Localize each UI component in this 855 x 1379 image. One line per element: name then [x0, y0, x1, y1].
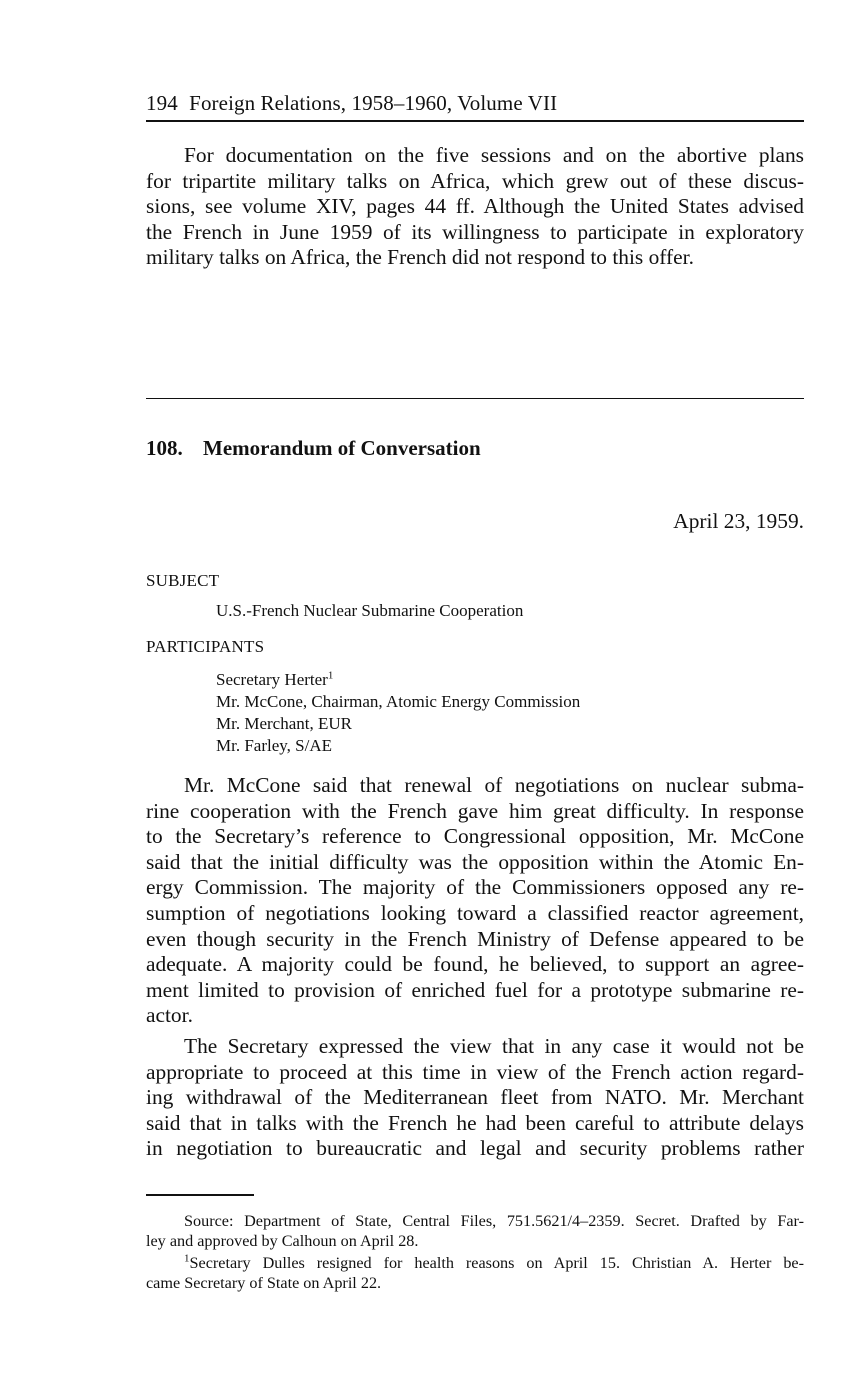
page-number: 194	[146, 91, 178, 115]
text-line: actor.	[146, 1003, 193, 1028]
participant-name: Secretary Herter	[216, 670, 328, 689]
text-line: said that in talks with the French he had been careful to attribute delays	[146, 1110, 804, 1135]
footnote-1	[146, 1253, 804, 1293]
participant-item: Mr. McCone, Chairman, Atomic Energy Commission	[216, 692, 581, 711]
footnote-marker: 1	[184, 1252, 190, 1265]
intro-paragraph	[146, 143, 804, 271]
participants-label: PARTICIPANTS	[146, 637, 265, 656]
text-line: even though security in the French Ministry of Defense appeared to be	[146, 926, 804, 951]
text-line: came Secretary of State on April 22.	[146, 1274, 382, 1292]
text-line: ment limited to provision of enriched fuel for a prototype submarine re-	[146, 977, 804, 1002]
header-rule	[146, 120, 804, 122]
text-line: to the Secretary’s reference to Congressional opposition, Mr. McCone	[146, 824, 804, 849]
text-line: For documentation on the five sessions and on the abortive plans	[184, 143, 804, 167]
participant-item: Mr. Merchant, EUR	[216, 714, 352, 733]
text-line: ing withdrawal of the Mediterranean fleet from NATO. Mr. Merchant	[146, 1085, 804, 1110]
subject-value: U.S.-French Nuclear Submarine Cooperation	[216, 601, 524, 620]
text-line: sions, see volume XIV, pages 44 ff. Although the United States advised	[146, 194, 804, 219]
body-paragraph-1	[146, 773, 804, 1029]
text-line: in negotiation to bureaucratic and legal and security problems rather	[146, 1136, 804, 1161]
body-paragraph-2	[146, 1034, 804, 1162]
text-line: sumption of negotiations looking toward a classified reactor agreement,	[146, 900, 804, 925]
volume-title: Foreign Relations, 1958–1960, Volume VII	[189, 91, 558, 115]
text-line: ergy Commission. The majority of the Commissioners opposed any re-	[146, 875, 804, 900]
text-line: said that the initial difficulty was the opposition within the Atomic En-	[146, 849, 804, 874]
text-line: Mr. McCone said that renewal of negotiations on nuclear subma-	[184, 773, 804, 797]
footnote-rule	[146, 1194, 254, 1196]
document-number: 108.	[146, 436, 183, 460]
document-title: Memorandum of Conversation	[203, 436, 481, 460]
running-head	[146, 88, 804, 118]
footnote-text: Secretary Dulles resigned for health reasons on April 15. Christian A. Herter be-	[189, 1254, 804, 1272]
text-line: adequate. A majority could be found, he believed, to support an agree-	[146, 952, 804, 977]
text-line: military talks on Africa, the French did not respond to this offer.	[146, 245, 694, 270]
document-date: April 23, 1959.	[673, 509, 804, 533]
participant-item: Mr. Farley, S/AE	[216, 736, 333, 755]
subject-label: SUBJECT	[146, 571, 220, 590]
document-heading	[146, 434, 481, 462]
text-line: rine cooperation with the French gave him great difficulty. In response	[146, 798, 804, 823]
participant-item	[216, 669, 580, 691]
participants-list	[216, 669, 580, 757]
source-note	[146, 1211, 804, 1251]
text-line: for tripartite military talks on Africa, which grew out of these discus-	[146, 168, 804, 193]
text-line	[146, 1253, 804, 1273]
footnotes	[146, 1211, 804, 1295]
text-line: The Secretary expressed the view that in any case it would not be	[184, 1034, 804, 1058]
text-line: ley and approved by Calhoun on April 28.	[146, 1232, 419, 1250]
text-line: appropriate to proceed at this time in view of the French action regard-	[146, 1059, 804, 1084]
footnote-marker: 1	[327, 669, 334, 682]
section-divider	[146, 398, 804, 399]
text-line: the French in June 1959 of its willingness to participate in exploratory	[146, 219, 804, 244]
text-line: Source: Department of State, Central Files, 751.5621/4–2359. Secret. Drafted by Far-	[184, 1212, 804, 1230]
